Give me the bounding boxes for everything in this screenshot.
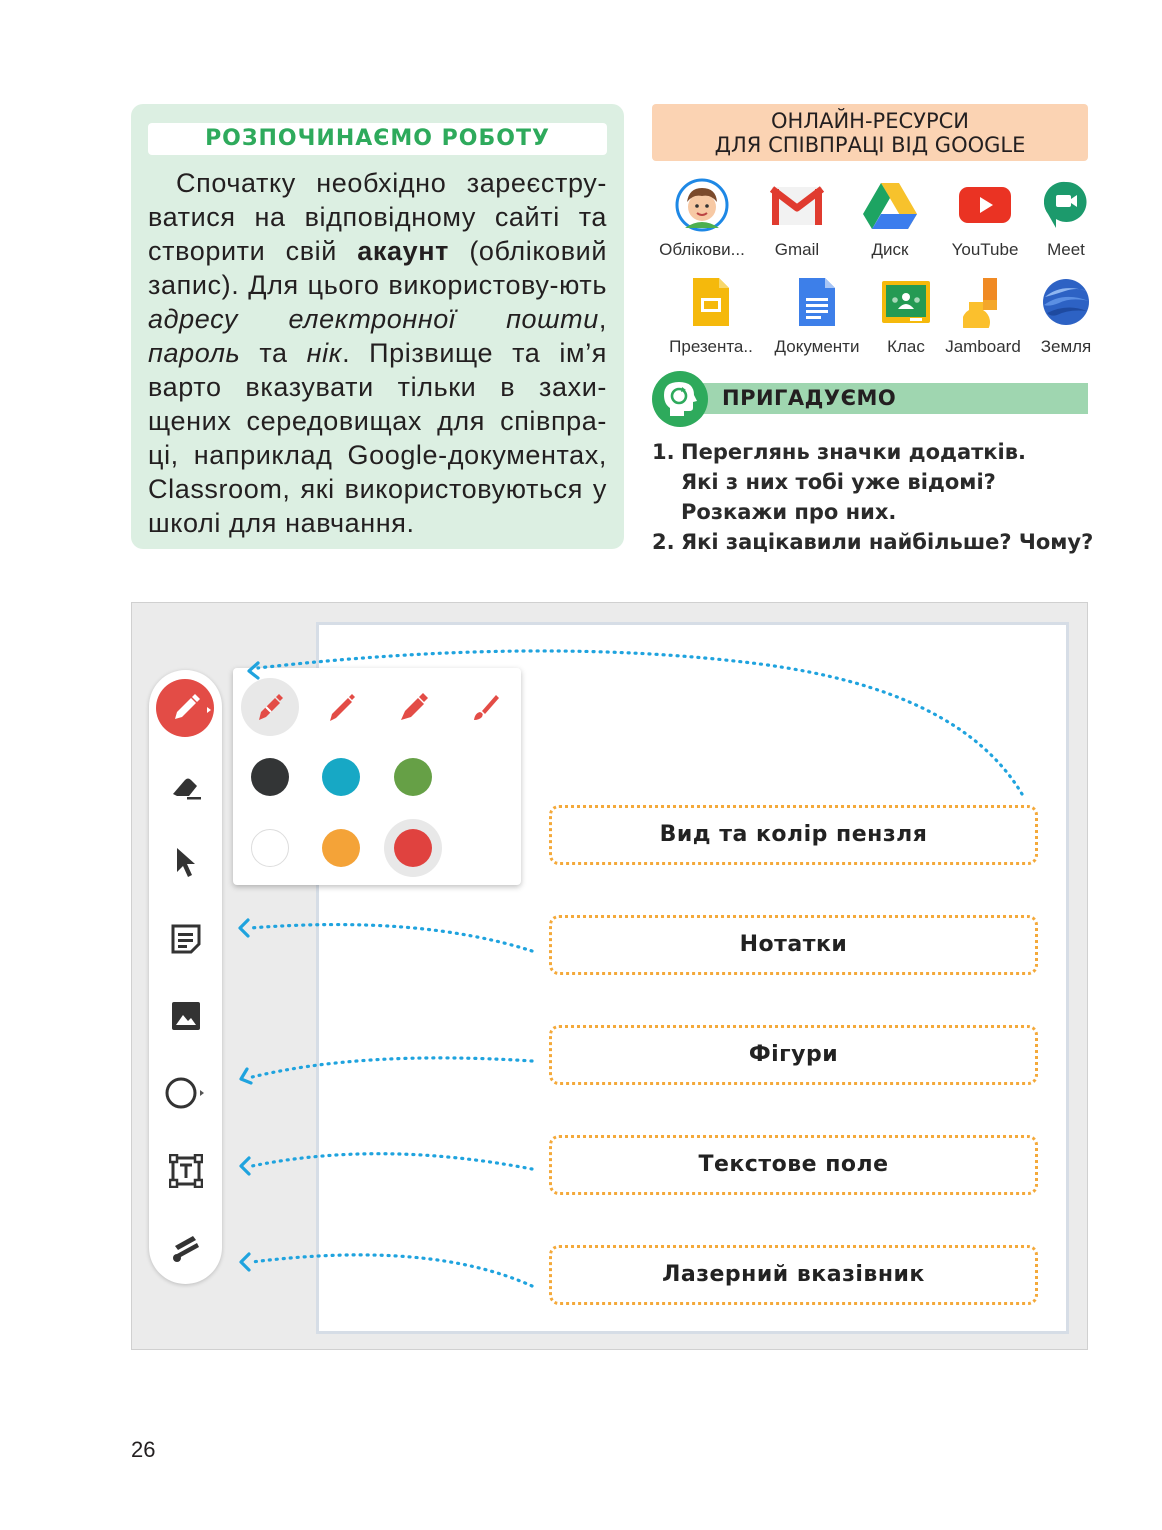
question-line: Переглянь значки додатків.	[681, 440, 1027, 464]
laser-tool-button[interactable]	[149, 1219, 222, 1275]
brush-icon	[469, 690, 503, 724]
resources-header	[652, 104, 1088, 161]
remember-banner: ПРИГАДУЄМО	[690, 383, 1088, 414]
app-label: YouTube	[951, 240, 1019, 259]
highlighter-icon	[397, 690, 431, 724]
fine-pen-icon	[325, 690, 359, 724]
classroom-icon	[879, 275, 933, 329]
eraser-icon	[169, 772, 203, 802]
pen-type-highlighter[interactable]	[385, 678, 443, 736]
pen-tool-button[interactable]	[149, 680, 222, 736]
docs-icon	[790, 275, 844, 329]
meet-icon	[1039, 178, 1093, 232]
callout-shapes: Фігури	[549, 1025, 1038, 1085]
intro-account: акаунт	[357, 236, 449, 266]
callout-brush: Вид та колір пензля	[549, 805, 1038, 865]
questions-list	[652, 437, 1102, 557]
laser-icon	[169, 1230, 203, 1264]
intro-box	[131, 104, 624, 549]
resources-title-2: ДЛЯ СПІВПРАЦІ ВІД GOOGLE	[714, 133, 1026, 157]
app-label: Клас	[887, 337, 925, 356]
color-swatch[interactable]	[251, 758, 289, 796]
app-drive[interactable]	[840, 178, 940, 260]
intro-text	[148, 166, 607, 540]
question-line: Які з них тобі уже відомі?	[681, 470, 996, 494]
intro-text-2: (обліковий запис). Для цього використову-ють	[148, 236, 607, 300]
pen-type-pen[interactable]	[313, 678, 371, 736]
intro-text-3: . Прізвище та ім’я варто вказувати тільки в захи-щених середовищах для співпра-ці, наприклад Google-документах, Classroom, які використовуються у школі для навчання.	[148, 338, 608, 538]
youtube-icon	[958, 178, 1012, 232]
question-2	[652, 527, 1102, 557]
app-label: Документи	[774, 337, 860, 356]
earth-icon	[1039, 275, 1093, 329]
intro-title: РОЗПОЧИНАЄМО РОБОТУ	[148, 123, 607, 155]
color-swatch[interactable]	[394, 758, 432, 796]
callout-notes: Нотатки	[549, 915, 1038, 975]
app-label: Gmail	[774, 240, 820, 259]
textbox-icon	[169, 1154, 203, 1188]
app-slides[interactable]	[661, 275, 761, 357]
color-swatch-selected[interactable]	[394, 829, 432, 867]
color-swatch[interactable]	[322, 829, 360, 867]
resources-title-1: ОНЛАЙН-РЕСУРСИ	[771, 109, 969, 133]
image-tool-button[interactable]	[149, 988, 222, 1044]
app-label: Презента..	[669, 337, 753, 356]
intro-email: адресу електронної пошти	[148, 304, 599, 334]
pen-icon	[155, 677, 217, 739]
app-earth[interactable]	[1016, 275, 1116, 357]
jamboard-icon	[956, 275, 1010, 329]
app-label: Meet	[1047, 240, 1085, 259]
pen-type-marker[interactable]	[241, 678, 299, 736]
pen-palette-popup	[233, 668, 521, 885]
sticky-note-icon	[170, 923, 202, 955]
intro-nick: нік	[306, 338, 343, 368]
page-number: 26	[131, 1437, 156, 1462]
select-arrow-icon	[173, 846, 199, 878]
select-tool-button[interactable]	[149, 834, 222, 890]
question-number: 2.	[652, 530, 675, 554]
app-docs[interactable]	[767, 275, 867, 357]
sticky-note-tool-button[interactable]	[149, 911, 222, 967]
shape-tool-button[interactable]	[149, 1065, 222, 1121]
app-account[interactable]	[652, 178, 752, 260]
indent	[148, 168, 176, 198]
intro-comma: ,	[598, 304, 607, 334]
app-gmail[interactable]	[747, 178, 847, 260]
image-icon	[171, 1001, 201, 1031]
marker-pen-icon	[253, 690, 287, 724]
app-label: Диск	[871, 240, 909, 259]
question-line: Розкажи про них.	[681, 500, 897, 524]
app-meet[interactable]	[1016, 178, 1116, 260]
app-label: Земля	[1040, 337, 1092, 356]
textbox-tool-button[interactable]	[149, 1143, 222, 1199]
eraser-tool-button[interactable]	[149, 759, 222, 815]
question-line: Які зацікавили найбільше? Чому?	[681, 530, 1094, 554]
head-refresh-icon	[652, 371, 708, 427]
pen-type-brush[interactable]	[457, 678, 515, 736]
slides-icon	[684, 275, 738, 329]
color-swatch[interactable]	[322, 758, 360, 796]
callout-laser: Лазерний вказівник	[549, 1245, 1038, 1305]
intro-text-1: Спочатку необхідно зареєстру-ватися на відповідному сайті та створити свій	[148, 168, 607, 266]
shape-circle-icon	[164, 1076, 208, 1110]
app-label: Облікови...	[659, 240, 745, 259]
question-1	[652, 437, 1102, 527]
question-number: 1.	[652, 440, 675, 464]
account-avatar-icon	[675, 178, 729, 232]
intro-and: та	[240, 338, 307, 368]
jamboard-toolbar	[149, 670, 222, 1284]
callout-textbox: Текстове поле	[549, 1135, 1038, 1195]
gmail-icon	[770, 178, 824, 232]
drive-icon	[863, 178, 917, 232]
app-label: Jamboard	[945, 337, 1021, 356]
intro-password: пароль	[148, 338, 241, 368]
color-swatch[interactable]	[251, 829, 289, 867]
